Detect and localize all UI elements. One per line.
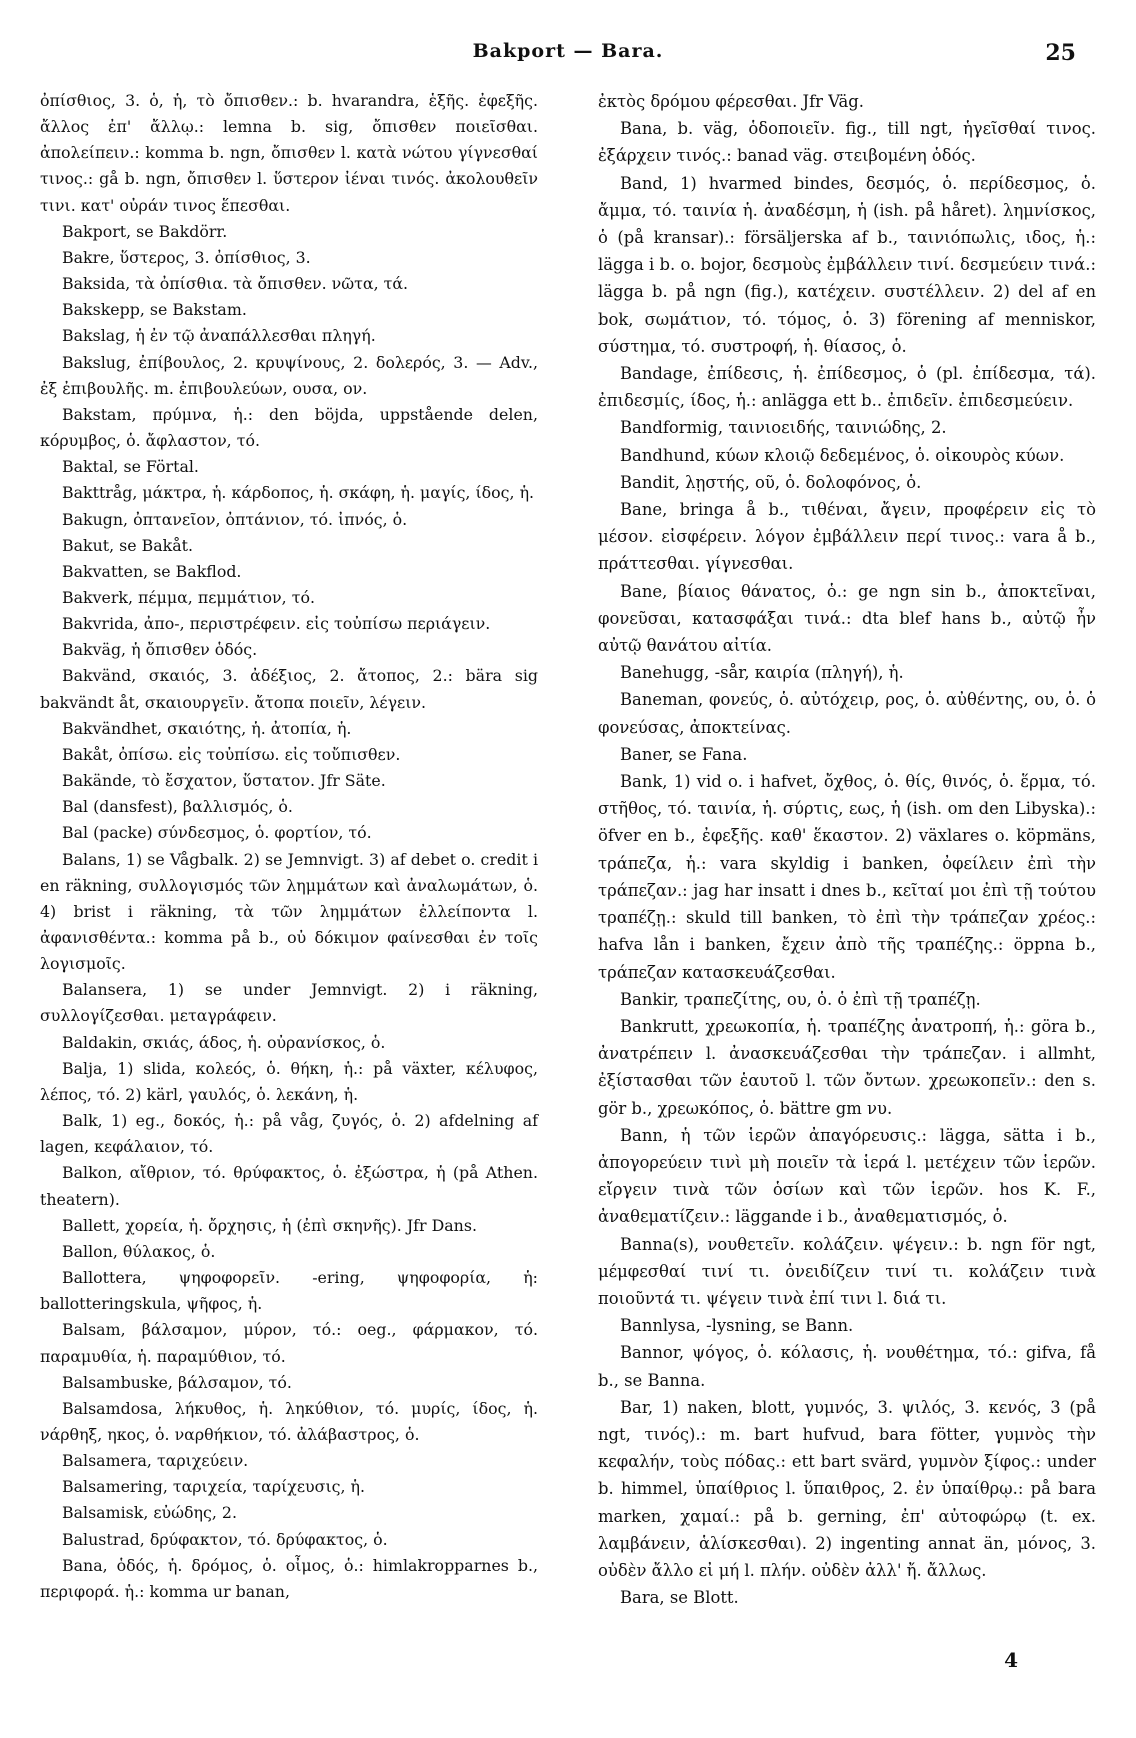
dictionary-entry: ὀπίσθιος, 3. ὁ, ἡ, τὸ ὄπισθεν.: b. hvarandra, ἑξῆς. ἐφεξῆς. ἄλλος ἐπ' ἄλλῳ.: lemna b. sig, ὄπισθεν ποιεῖσθαι. ἀπολείπειν.: komma b. ngn, ὄπισθεν l. κατὰ νώτου γίγνεσθαί τινος.: gå b. ngn, ὄπισθεν l. ὕστερον ἰέναι τινός. ἀκολουθεῖν τινι. κατ' οὐράν τινος ἕπεσθαι. xyxy=(40,91,538,215)
dictionary-entry: Balansera, 1) se under Jemnvigt. 2) i räkning, συλλογίζεσθαι. μεταγράφειν. xyxy=(40,980,538,1026)
dictionary-entry: Bakstam, πρύμνα, ἡ.: den böjda, uppstående delen, κόρυμβος, ὁ. ἄφλαστον, τό. xyxy=(40,404,538,451)
dictionary-entry: Balsamisk, εὐώδης, 2. xyxy=(62,1503,237,1523)
dictionary-entry: Baksida, τὰ ὀπίσθια. τὰ ὄπισθεν. νῶτα, τά. xyxy=(62,274,409,294)
dictionary-entry: Bann, ἡ τῶν ἱερῶν ἀπαγόρευσις.: lägga, sätta i b., ἀπογορεύειν τινὶ μὴ ποιεῖν τὰ ἱερά l. μετέχειν τῶν ἱερῶν. εἴργειν τινὰ τῶν ὁσίων καὶ τῶν ἱερῶν. hos K. F., ἀναθεματίζειν.: läggande i b., ἀναθεματισμός, ὁ. xyxy=(598,1125,1096,1227)
dictionary-entry: Bakvändhet, σκαιότης, ἡ. ἀτοπία, ἡ. xyxy=(62,718,352,738)
dictionary-entry: Bandhund, κύων κλοιῷ δεδεμένος, ὁ. οἰκουρὸς κύων. xyxy=(620,445,1065,465)
dictionary-entry: Bakvatten, se Bakflod. xyxy=(62,561,242,581)
dictionary-entry: Balustrad, δρύφακτον, τό. δρύφακτος, ὁ. xyxy=(62,1529,388,1549)
dictionary-entry: Banna(s), νουθετεῖν. κολάζειν. ψέγειν.: b. ngn för ngt, μέμφεσθαί τινί τι. ὀνειδίζειν τινί τι. κολάζειν τινὰ ποιοῦντά τι. ψέγειν τινὰ ἐπί τινι l. διά τι. xyxy=(598,1234,1096,1308)
dictionary-entry: Bane, bringa å b., τιθέναι, ἄγειν, προφέρειν εἰς τὸ μέσον. εἰσφέρειν. λόγον ἐμβάλλειν περί τινος.: vara å b., πράττεσθαι. γίγνεσθαι. xyxy=(598,500,1096,574)
dictionary-entry: Bane, βίαιος θάνατος, ὁ.: ge ngn sin b., ἀποκτεῖναι, φονεῦσαι, κατασφάξαι τινά.: dta blef hans b., αὐτῷ ἦν αὐτῷ θανάτου αἰτία. xyxy=(598,581,1096,656)
page-number: 25 xyxy=(1045,40,1076,66)
dictionary-entry: Balsam, βάλσαμον, μύρον, τό.: oeg., φάρμακον, τό. παραμυθία, ἡ. παραμύθιον, τό. xyxy=(40,1320,538,1366)
dictionary-entry: Baner, se Fana. xyxy=(620,744,748,764)
dictionary-entry: Baneman, φονεύς, ὁ. αὐτόχειρ, ρος, ὁ. αὐθέντης, ου, ὁ. ὁ φονεύσας, ἀποκτείνας. xyxy=(598,690,1096,737)
dictionary-entry: Bakport, se Bakdörr. xyxy=(62,221,228,241)
dictionary-entry: Bal (packe) σύνδεσμος, ὁ. φορτίον, τό. xyxy=(62,823,372,843)
dictionary-entry: Ballett, χορεία, ἡ. ὄρχησις, ἡ (ἐπὶ σκηνῆς). Jfr Dans. xyxy=(62,1215,477,1235)
dictionary-entry: Bakverk, πέμμα, πεμμάτιον, τό. xyxy=(62,587,315,607)
dictionary-entry: Bakände, τὸ ἔσχατον, ὕστατον. Jfr Säte. xyxy=(62,771,386,791)
dictionary-entry: Bana, b. väg, ὁδοποιεῖν. fig., till ngt, ἡγεῖσθαί τινος. ἐξάρχειν τινός.: banad väg. στειβομένη ὁδός. xyxy=(598,119,1096,166)
dictionary-entry: Bakugn, ὀπτανεῖον, ὀπτάνιον, τό. ἰπνός, ὁ. xyxy=(62,509,408,529)
left-column xyxy=(40,88,538,1605)
dictionary-entry: Bakvrida, ἀπο-, περιστρέφειν. εἰς τοὐπίσω περιάγειν. xyxy=(62,614,491,634)
dictionary-entry: Baldakin, σκιάς, άδος, ἡ. οὐρανίσκος, ὁ. xyxy=(62,1032,386,1052)
dictionary-entry: Baktal, se Förtal. xyxy=(62,457,199,477)
signature-mark: 4 xyxy=(1004,1648,1018,1672)
dictionary-entry: Bakvänd, σκαιός, 3. ἀδέξιος, 2. ἄτοπος, 2.: bära sig bakvändt åt, σκαιουργεῖν. ἄτοπα ποιεῖν, λέγειν. xyxy=(40,666,538,712)
dictionary-entry: Balja, 1) slida, κολεός, ὁ. θήκη, ἡ.: på växter, κέλυφος, λέπος, τό. 2) kärl, γαυλός, ὁ. λεκάνη, ἡ. xyxy=(40,1058,538,1104)
dictionary-entry: Bakslag, ἡ ἐν τῷ ἀναπάλλεσθαι πληγή. xyxy=(62,326,376,346)
dictionary-entry: ἐκτὸς δρόμου φέρεσθαι. Jfr Väg. xyxy=(598,92,864,111)
dictionary-entry: Bank, 1) vid o. i hafvet, ὄχθος, ὁ. θίς, θινός, ὁ. ἕρμα, τό. στῆθος, τό. ταινία, ἡ. σύρτις, εως, ἡ (ish. om den Libyska).: öfver en b., ἐφεξῆς. καθ' ἕκαστον. 2) växlares o. köpmäns, τράπεζα, ἡ.: vara skyldig i banken, ὀφείλειν ἐπὶ τὴν τράπεζαν.: jag har insatt i dnes b., κεῖταί μοι ἐπὶ τῇ τούτου τραπέζῃ.: skuld till banken, τὸ ἐπὶ τὴν τράπεζαν χρέος.: hafva lån i banken, ἔχειν ἀπὸ τῆς τραπέζης.: öppna b., τράπεζαν κατασκευάζεσθαι. xyxy=(598,772,1096,982)
dictionary-entry: Ballon, θύλακος, ὁ. xyxy=(62,1241,216,1261)
dictionary-entry: Bakut, se Bakåt. xyxy=(62,535,194,555)
dictionary-entry: Bana, ὁδός, ἡ. δρόμος, ὁ. οἶμος, ὁ.: himlakropparnes b., περιφορά. ἡ.: komma ur banan, xyxy=(40,1555,538,1601)
dictionary-entry: Balsamering, ταριχεία, ταρίχευσις, ἡ. xyxy=(62,1477,366,1497)
dictionary-entry: Bannlysa, -lysning, se Bann. xyxy=(620,1316,854,1336)
dictionary-entry: Band, 1) hvarmed bindes, δεσμός, ὁ. περίδεσμος, ὁ. ἄμμα, τό. ταινία ἡ. ἀναδέσμη, ἡ (ish. på håret). λημνίσκος, ὁ (på kransar).: försäljerska af b., ταινιόπωλις, ιδος, ἡ.: lägga i b. o. bojor, δεσμοὺς ἐμβάλλειν τινί. δεσμεύειν τινά.: lägga b. på ngn (fig.), κατέχειν. συστέλλειν. 2) del af en bok, σωμάτιον, τό. τόμος, ὁ. 3) förening af menniskor, σύστημα, τό. συστροφή, ἡ. θίασος, ὁ. xyxy=(598,173,1096,356)
dictionary-entry: Bankrutt, χρεωκοπία, ἡ. τραπέζης ἀνατροπή, ἡ.: göra b., ἀνατρέπειν l. ἀνασκευάζεσθαι τὴν τράπεζαν. i allmht, ἐξίστασθαι τῶν ἑαυτοῦ l. τῶν ὄντων. χρεωκοπεῖν.: den s. gör b., χρεωκόπος, ὁ. bättre gm νυ. xyxy=(598,1016,1096,1118)
dictionary-entry: Balsamera, ταριχεύειν. xyxy=(62,1451,249,1471)
dictionary-entry: Ballottera, ψηφοφορεῖν. -ering, ψηφοφορία, ἡ: ballotteringskula, ψῆφος, ἡ. xyxy=(40,1268,538,1314)
dictionary-entry: Bankir, τραπεζίτης, ου, ὁ. ὁ ἐπὶ τῇ τραπέζῃ. xyxy=(620,989,981,1009)
dictionary-entry: Bandage, ἐπίδεσις, ἡ. ἐπίδεσμος, ὁ (pl. ἐπίδεσμα, τά). ἐπιδεσμίς, ίδος, ἡ.: anlägga ett b.. ἐπιδεῖν. ἐπιδεσμεύειν. xyxy=(598,364,1096,411)
dictionary-entry: Bakväg, ἡ ὄπισθεν ὁδός. xyxy=(62,640,258,660)
running-head xyxy=(60,40,1076,70)
page-title: Bakport — Bara. xyxy=(472,40,664,62)
dictionary-entry: Bandit, λῃστής, οῦ, ὁ. δολοφόνος, ὁ. xyxy=(620,472,922,492)
dictionary-entry: Bakttråg, μάκτρα, ἡ. κάρδοπος, ἡ. σκάφη, ἡ. μαγίς, ίδος, ἡ. xyxy=(62,483,535,503)
dictionary-entry: Balans, 1) se Vågbalk. 2) se Jemnvigt. 3) af debet o. credit i en räkning, συλλογισμός τῶν λημμάτων καὶ ἀναλωμάτων, ὁ. 4) brist i räkning, τὰ τῶν λημμάτων ἐλλείποντα l. ἀφανισθέντα.: komma på b., οὐ δόκιμον φαίνεσθαι ἐν τοῖς λογισμοῖς. xyxy=(40,849,538,974)
right-column xyxy=(598,88,1096,1611)
dictionary-entry: Bandformig, ταινιοειδής, ταινιώδης, 2. xyxy=(620,418,947,438)
dictionary-entry: Balkon, αἴθριον, τό. θρύφακτος, ὁ. ἐξώστρα, ἡ (på Athen. theatern). xyxy=(40,1163,538,1209)
dictionary-entry: Balsambuske, βάλσαμον, τό. xyxy=(62,1372,292,1392)
dictionary-entry: Bar, 1) naken, blott, γυμνός, 3. ψιλός, 3. κενός, 3 (på ngt, τινός).: m. bart hufvud, bara fötter, γυμνὸς τὴν κεφαλήν, τοὺς πόδας.: ett bart svärd, γυμνὸν ξίφος.: under b. himmel, ὑπαίθριος l. ὕπαιθρος, 2. ἐν ὑπαίθρῳ.: på bara marken, χαμαί.: på b. gerning, ἐπ' αὐτοφώρῳ (t. ex. λαμβάνειν, ἁλίσκεσθαι). 2) ingenting annat än, μόνος, 3. οὐδὲν ἄλλο εἰ μή l. πλήν. οὐδὲν ἀλλ' ἤ. ἄλλως. xyxy=(598,1397,1096,1580)
dictionary-entry: Bakslug, ἐπίβουλος, 2. κρυψίνους, 2. δολερός, 3. — Adv., ἐξ ἐπιβουλῆς. m. ἐπιβουλεύων, ουσα, ον. xyxy=(40,352,538,398)
dictionary-entry: Balsamdosa, λήκυθος, ἡ. ληκύθιον, τό. μυρίς, ίδος, ἡ. νάρθηξ, ηκος, ὁ. ναρθήκιον, τό. ἀλάβαστρος, ὁ. xyxy=(40,1398,538,1444)
dictionary-entry: Bal (dansfest), βαλλισμός, ὁ. xyxy=(62,797,293,817)
dictionary-entry: Bakre, ὕστερος, 3. ὀπίσθιος, 3. xyxy=(62,247,311,267)
dictionary-entry: Balk, 1) eg., δοκός, ἡ.: på våg, ζυγός, ὁ. 2) afdelning af lagen, κεφάλαιον, τό. xyxy=(40,1111,538,1157)
dictionary-entry: Banehugg, -sår, καιρία (πληγή), ἡ. xyxy=(620,663,904,683)
dictionary-entry: Bara, se Blott. xyxy=(620,1588,739,1608)
dictionary-entry: Bannor, ψόγος, ὁ. κόλασις, ἡ. νουθέτημα, τό.: gifva, få b., se Banna. xyxy=(598,1343,1096,1390)
dictionary-entry: Bakåt, ὀπίσω. εἰς τοὐπίσω. εἰς τοὔπισθεν. xyxy=(62,744,401,764)
dictionary-entry: Bakskepp, se Bakstam. xyxy=(62,300,247,320)
